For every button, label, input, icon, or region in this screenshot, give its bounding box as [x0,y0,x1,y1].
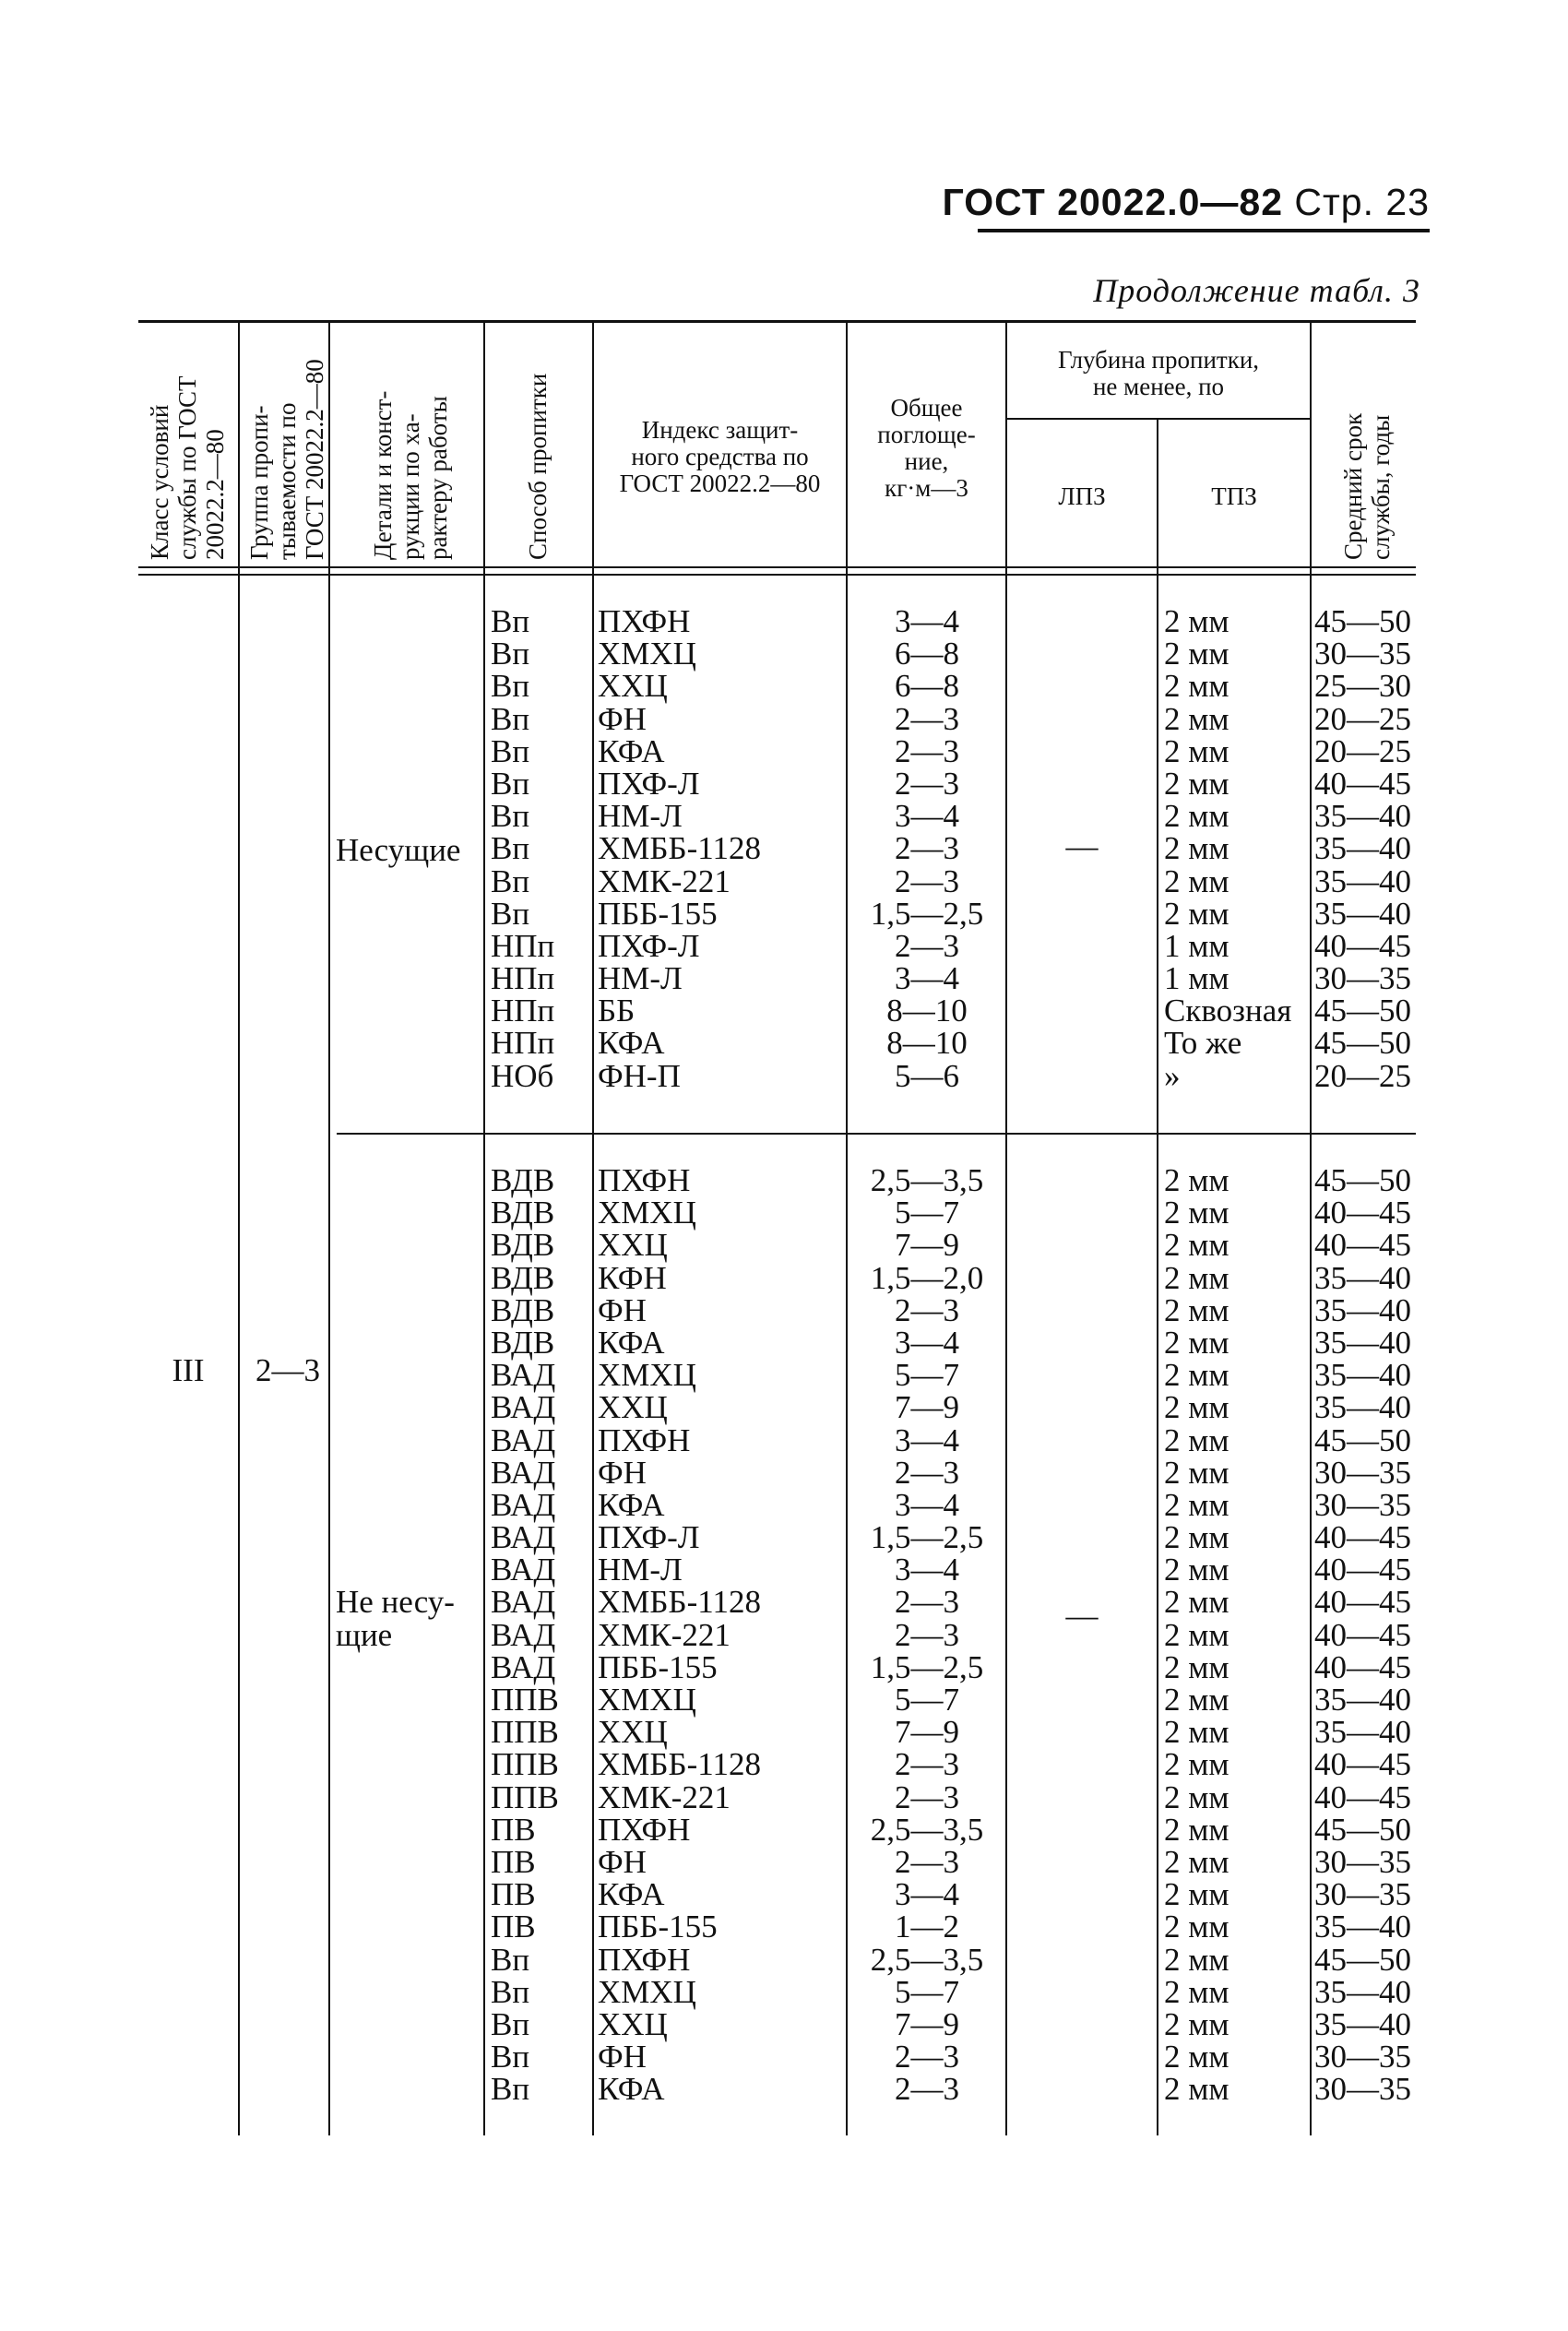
cell-method: ВДВ [491,1162,555,1198]
cell-method: ППВ [491,1682,559,1718]
cell-tpz: 2 мм [1164,1324,1229,1361]
cell-method: НПп [491,1025,555,1062]
cell-method: ПВ [491,1876,536,1913]
cell-absorption: 3—4 [895,1486,959,1523]
section-1-method-column [491,605,554,1092]
cell-method: ВДВ [491,1227,555,1264]
cell-method: ВДВ [491,1291,555,1328]
section-1-absorption-column [849,605,1004,1092]
cell-absorption: 3—4 [895,603,959,639]
header-class: Класс условий службы по ГОСТ 20022.2—80 [146,375,229,560]
cell-absorption: 5—7 [895,1682,959,1718]
cell-method: ВДВ [491,1259,555,1296]
cell-index: КФН [598,1259,667,1296]
cell-tpz: 2 мм [1164,1584,1229,1621]
section-2-method-column [491,1162,559,2108]
cell-service: 35—40 [1314,1714,1411,1751]
cell-index: ХМББ-1128 [598,1584,761,1621]
cell-tpz: То же [1164,1025,1242,1062]
cell-tpz: Сквозная [1164,993,1292,1029]
cell-tpz: 2 мм [1164,1973,1229,2010]
cell-method: ПВ [491,1811,536,1848]
cell-tpz: 2 мм [1164,765,1229,802]
cell-tpz: 2 мм [1164,2071,1229,2108]
cell-index: ПББ-155 [598,895,718,932]
cell-service: 35—40 [1314,1909,1411,1945]
col-divider-4 [592,323,594,2135]
cell-service: 25—30 [1314,668,1411,705]
cell-absorption: 3—4 [895,960,959,997]
col-divider-5 [846,323,848,2135]
cell-service: 40—45 [1314,1584,1411,1621]
cell-method: ПВ [491,1909,536,1945]
cell-absorption: 2—3 [895,2071,959,2108]
cell-service: 40—45 [1314,1195,1411,1231]
header-rule [978,229,1430,232]
cell-tpz: 2 мм [1164,1421,1229,1458]
cell-tpz: 1 мм [1164,960,1229,997]
cell-absorption: 3—4 [895,1552,959,1588]
cell-index: ХМК-221 [598,1778,731,1815]
cell-tpz: 2 мм [1164,798,1229,835]
cell-index: ХХЦ [598,1714,668,1751]
cell-service: 30—35 [1314,1486,1411,1523]
col-divider-1 [238,323,240,2135]
cell-absorption: 7—9 [895,1714,959,1751]
cell-absorption: 1,5—2,5 [870,895,984,932]
cell-index: ПХФ-Л [598,1519,700,1556]
cell-index: ББ [598,993,636,1029]
cell-tpz: 2 мм [1164,1876,1229,1913]
cell-tpz: 2 мм [1164,895,1229,932]
cell-method: ВАД [491,1389,556,1426]
cell-index: ФН-П [598,1057,681,1094]
cell-method: НПп [491,993,555,1029]
parts-non-load-bearing: Не несу- щие [336,1584,455,1653]
cell-method: Вп [491,668,530,705]
section-2-absorption-column [849,1162,1004,2108]
cell-absorption: 2—3 [895,1584,959,1621]
cell-index: НМ-Л [598,960,683,997]
cell-method: ВАД [491,1357,556,1394]
cell-tpz: 2 мм [1164,1714,1229,1751]
header-group: Группа пропи- тываемости по ГОСТ 20022.2—80 [245,359,328,560]
cell-tpz: 2 мм [1164,1746,1229,1783]
cell-absorption: 5—7 [895,1973,959,2010]
cell-method: Вп [491,2005,530,2042]
cell-index: ХМББ-1128 [598,1746,761,1783]
cell-index: КФА [598,1876,665,1913]
cell-method: Вп [491,1973,530,2010]
cell-service: 35—40 [1314,1389,1411,1426]
cell-tpz: 2 мм [1164,732,1229,769]
cell-absorption: 2,5—3,5 [870,1941,984,1978]
cell-method: Вп [491,2039,530,2075]
cell-index: ХХЦ [598,1389,668,1426]
cell-tpz: 2 мм [1164,1843,1229,1880]
cell-method: Вп [491,765,530,802]
cell-index: КФА [598,1324,665,1361]
cell-service: 45—50 [1314,1025,1411,1062]
cell-index: КФА [598,2071,665,2108]
cell-service: 45—50 [1314,993,1411,1029]
cell-tpz: 2 мм [1164,2005,1229,2042]
cell-method: Вп [491,895,530,932]
cell-absorption: 3—4 [895,1876,959,1913]
cell-method: Вп [491,732,530,769]
cell-absorption: 1—2 [895,1909,959,1945]
cell-absorption: 2—3 [895,765,959,802]
col-divider-2 [328,323,330,2135]
cell-tpz: 2 мм [1164,1227,1229,1264]
cell-method: ППВ [491,1778,559,1815]
cell-service: 40—45 [1314,927,1411,964]
cell-tpz: 2 мм [1164,1682,1229,1718]
parts-load-bearing: Несущие [336,832,461,868]
cell-tpz: 2 мм [1164,1648,1229,1685]
section-1-index-column [598,605,761,1092]
cell-tpz: 2 мм [1164,2039,1229,2075]
lpz-dash-non-load-bearing: — [1065,1598,1099,1634]
cell-service: 35—40 [1314,1357,1411,1394]
page-number: Стр. 23 [1294,181,1430,223]
cell-service: 30—35 [1314,2039,1411,2075]
col-divider-6 [1005,323,1007,2135]
cell-absorption: 3—4 [895,798,959,835]
cell-service: 35—40 [1314,798,1411,835]
cell-index: ФН [598,1291,647,1328]
cell-service: 20—25 [1314,1057,1411,1094]
cell-tpz: 2 мм [1164,603,1229,639]
cell-service: 35—40 [1314,1291,1411,1328]
cell-method: Вп [491,2071,530,2108]
cell-tpz: 2 мм [1164,862,1229,899]
lpz-dash-load-bearing: — [1065,828,1099,864]
cell-service: 40—45 [1314,1616,1411,1653]
cell-tpz: 2 мм [1164,1162,1229,1198]
cell-method: Вп [491,700,530,737]
cell-method: ВАД [491,1421,556,1458]
header-parts: Детали и конст- рукции по ха- рактеру работы [369,390,452,560]
cell-service: 40—45 [1314,1519,1411,1556]
cell-service: 30—35 [1314,960,1411,997]
cell-method: Вп [491,1941,530,1978]
header-lpz: ЛПЗ [1058,482,1106,510]
cell-absorption: 7—9 [895,2005,959,2042]
cell-method: ВДВ [491,1324,555,1361]
section-1-tpz-column [1164,605,1291,1092]
cell-absorption: 5—6 [895,1057,959,1094]
cell-absorption: 5—7 [895,1357,959,1394]
col-divider-7 [1157,419,1158,2135]
cell-index: ХХЦ [598,2005,668,2042]
cell-service: 40—45 [1314,1227,1411,1264]
cell-service: 30—35 [1314,1876,1411,1913]
cell-index: ХМХЦ [598,636,696,672]
cell-absorption: 8—10 [886,1025,968,1062]
cell-service: 35—40 [1314,1259,1411,1296]
cell-method: ВАД [491,1584,556,1621]
cell-service: 30—35 [1314,636,1411,672]
section-2-tpz-column [1164,1162,1229,2108]
cell-method: ВАД [491,1552,556,1588]
cell-absorption: 3—4 [895,1421,959,1458]
cell-absorption: 2—3 [895,732,959,769]
cell-absorption: 2—3 [895,1616,959,1653]
cell-tpz: 2 мм [1164,1552,1229,1588]
cell-tpz: 2 мм [1164,1389,1229,1426]
col-divider-8 [1310,323,1312,2135]
cell-absorption: 2—3 [895,700,959,737]
cell-index: ПХФН [598,1941,691,1978]
cell-absorption: 6—8 [895,668,959,705]
cell-service: 40—45 [1314,765,1411,802]
header-index: Индекс защит- ного средства по ГОСТ 20022.2—80 [619,416,821,497]
cell-absorption: 2—3 [895,1454,959,1491]
section-divider [337,1133,1416,1135]
cell-service: 45—50 [1314,603,1411,639]
cell-absorption: 6—8 [895,636,959,672]
cell-index: ХМХЦ [598,1973,696,2010]
cell-tpz: 1 мм [1164,927,1229,964]
cell-absorption: 2—3 [895,1746,959,1783]
cell-method: ВАД [491,1486,556,1523]
cell-absorption: 1,5—2,0 [870,1259,984,1296]
cell-absorption: 7—9 [895,1389,959,1426]
cell-index: ХМК-221 [598,862,731,899]
cell-tpz: 2 мм [1164,668,1229,705]
cell-service: 45—50 [1314,1811,1411,1848]
cell-tpz: 2 мм [1164,1357,1229,1394]
cell-index: ХМХЦ [598,1195,696,1231]
table-continuation-label: Продолжение табл. 3 [1093,272,1420,309]
cell-index: ХМББ-1128 [598,830,761,867]
cell-tpz: 2 мм [1164,1941,1229,1978]
cell-method: ПВ [491,1843,536,1880]
header-absorption: Общее поглоще- ние, кг·м—3 [877,394,976,502]
cell-tpz: 2 мм [1164,1259,1229,1296]
cell-absorption: 7—9 [895,1227,959,1264]
cell-method: ВАД [491,1519,556,1556]
cell-service: 35—40 [1314,830,1411,867]
cell-service: 35—40 [1314,862,1411,899]
cell-index: НМ-Л [598,1552,683,1588]
cell-index: ПХФ-Л [598,765,700,802]
cell-absorption: 2—3 [895,862,959,899]
cell-method: Вп [491,603,530,639]
cell-service: 40—45 [1314,1778,1411,1815]
cell-service: 35—40 [1314,1324,1411,1361]
header-tpz: ТПЗ [1211,482,1257,510]
cell-service: 35—40 [1314,1973,1411,2010]
col-divider-3 [483,323,485,2135]
cell-method: Вп [491,798,530,835]
cell-service: 35—40 [1314,1682,1411,1718]
header-method: Способ пропитки [524,373,552,560]
cell-absorption: 3—4 [895,1324,959,1361]
cell-method: Вп [491,862,530,899]
cell-method: НПп [491,960,555,997]
class-value: III [172,1352,205,1388]
cell-absorption: 2—3 [895,830,959,867]
cell-absorption: 8—10 [886,993,968,1029]
cell-index: ХМК-221 [598,1616,731,1653]
cell-index: КФА [598,1025,665,1062]
cell-service: 20—25 [1314,700,1411,737]
cell-tpz: 2 мм [1164,1291,1229,1328]
cell-tpz: 2 мм [1164,700,1229,737]
cell-index: ХХЦ [598,1227,668,1264]
section-2-index-column [598,1162,761,2108]
cell-absorption: 2—3 [895,1778,959,1815]
cell-index: КФА [598,732,665,769]
cell-tpz: 2 мм [1164,1195,1229,1231]
cell-service: 30—35 [1314,1454,1411,1491]
cell-method: ППВ [491,1714,559,1751]
cell-index: ПББ-155 [598,1648,718,1685]
cell-service: 20—25 [1314,732,1411,769]
cell-method: ВАД [491,1616,556,1653]
cell-tpz: 2 мм [1164,1519,1229,1556]
cell-service: 45—50 [1314,1162,1411,1198]
cell-absorption: 2,5—3,5 [870,1811,984,1848]
cell-method: ППВ [491,1746,559,1783]
cell-index: ПХФН [598,1421,691,1458]
cell-absorption: 1,5—2,5 [870,1519,984,1556]
cell-index: ПХФ-Л [598,927,700,964]
cell-service: 40—45 [1314,1746,1411,1783]
cell-service: 40—45 [1314,1648,1411,1685]
cell-tpz: 2 мм [1164,1778,1229,1815]
cell-tpz: 2 мм [1164,830,1229,867]
cell-index: ХМХЦ [598,1682,696,1718]
cell-absorption: 2—3 [895,1291,959,1328]
cell-service: 45—50 [1314,1941,1411,1978]
cell-service: 45—50 [1314,1421,1411,1458]
header-depth: Глубина пропитки, не менее, по [1057,346,1260,400]
cell-method: ВАД [491,1454,556,1491]
cell-index: ФН [598,1454,647,1491]
cell-method: НПп [491,927,555,964]
group-value: 2—3 [255,1352,320,1388]
cell-service: 35—40 [1314,2005,1411,2042]
cell-method: ВАД [491,1648,556,1685]
cell-service: 35—40 [1314,895,1411,932]
cell-tpz: 2 мм [1164,1454,1229,1491]
cell-index: НМ-Л [598,798,683,835]
cell-tpz: 2 мм [1164,1811,1229,1848]
cell-method: Вп [491,830,530,867]
cell-service: 40—45 [1314,1552,1411,1588]
document-title: ГОСТ 20022.0—82 [942,181,1284,223]
document-header [943,181,1430,224]
cell-method: Вп [491,636,530,672]
cell-index: ПХФН [598,1162,691,1198]
cell-index: ФН [598,700,647,737]
cell-absorption: 2—3 [895,1843,959,1880]
cell-absorption: 2,5—3,5 [870,1162,984,1198]
cell-service: 30—35 [1314,1843,1411,1880]
section-1-service-column [1314,605,1411,1092]
cell-method: ВДВ [491,1195,555,1231]
cell-index: ФН [598,1843,647,1880]
cell-absorption: 1,5—2,5 [870,1648,984,1685]
cell-index: ФН [598,2039,647,2075]
cell-index: КФА [598,1486,665,1523]
cell-index: ПББ-155 [598,1909,718,1945]
cell-index: ХМХЦ [598,1357,696,1394]
cell-index: ХХЦ [598,668,668,705]
header-service: Средний срок службы, годы [1339,412,1395,560]
cell-tpz: 2 мм [1164,1486,1229,1523]
cell-tpz: » [1164,1057,1181,1094]
cell-absorption: 2—3 [895,927,959,964]
section-2-service-column [1314,1162,1411,2108]
cell-tpz: 2 мм [1164,1909,1229,1945]
cell-absorption: 2—3 [895,2039,959,2075]
cell-index: ПХФН [598,603,691,639]
cell-tpz: 2 мм [1164,1616,1229,1653]
cell-service: 30—35 [1314,2071,1411,2108]
cell-method: НОб [491,1057,554,1094]
cell-index: ПХФН [598,1811,691,1848]
cell-absorption: 5—7 [895,1195,959,1231]
cell-tpz: 2 мм [1164,636,1229,672]
